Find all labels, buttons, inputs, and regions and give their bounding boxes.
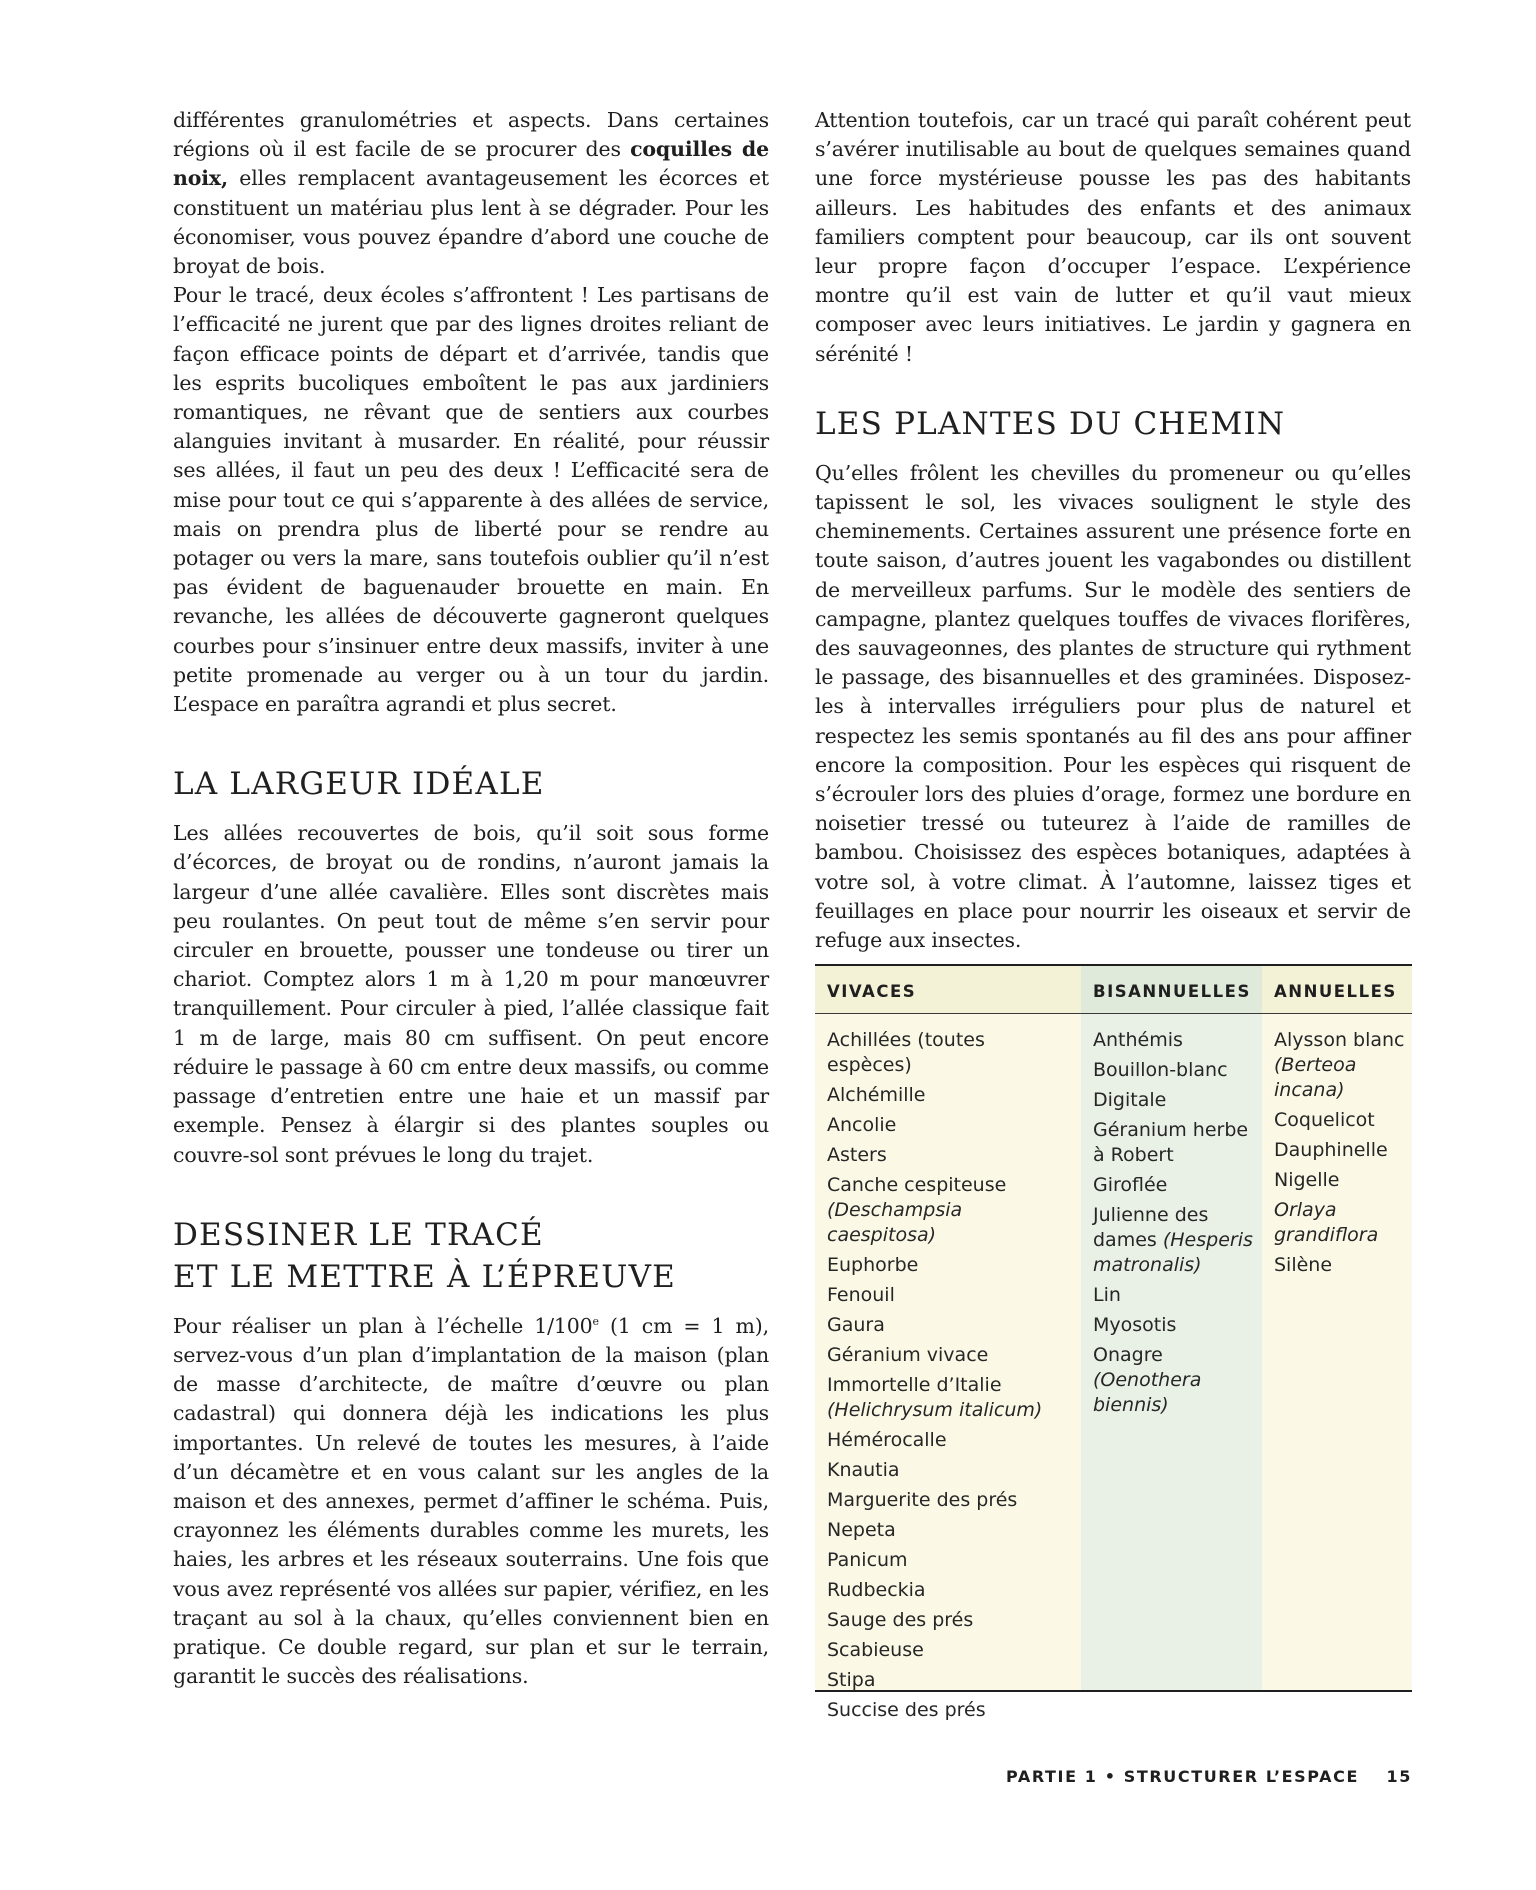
- table-entry: [827, 1698, 1075, 1723]
- table-entry: [1093, 1118, 1256, 1168]
- table-entry: [827, 1313, 1075, 1338]
- plant-name: Canche cespiteuse: [827, 1174, 1007, 1196]
- list-vivaces: [815, 1014, 1081, 1723]
- table-entry: [1093, 1203, 1256, 1278]
- plant-name: Giroflée: [1093, 1174, 1168, 1196]
- table-column-annuelles: [1262, 966, 1412, 1690]
- table-entry: [1093, 1313, 1256, 1338]
- page-number: 15: [1386, 1767, 1412, 1786]
- plant-name: Gaura: [827, 1314, 885, 1336]
- page-footer: [1006, 1767, 1412, 1786]
- plant-name: Myosotis: [1093, 1314, 1177, 1336]
- table-entry: [827, 1028, 1075, 1078]
- plant-name: Nepeta: [827, 1519, 896, 1541]
- list-bisannuelles: [1081, 1014, 1262, 1418]
- paragraph-attention: Attention toutefois, car un tracé qui paraît cohérent peut s’avérer inutilisable au bout de quelques semaines quand une force mystérieuse pousse les pas des habitants ailleurs. Les habitudes des enfants et des animaux familiers comptent pour beaucoup, car ils ont souvent leur propre façon d’occuper l’espace. L’expérience montre qu’il est vain de lutter et qu’il vaut mieux composer avec leurs initiatives. Le jardin y gagnera en sérénité !: [815, 108, 1411, 366]
- table-entry: [1093, 1028, 1256, 1053]
- plant-name: Dauphinelle: [1274, 1139, 1388, 1161]
- table-entry: [827, 1373, 1075, 1423]
- heading-plantes-du-chemin: LES PLANTES DU CHEMIN: [815, 405, 1286, 442]
- plant-name: Géranium herbe à Robert: [1093, 1119, 1249, 1166]
- paragraph-text: Pour réaliser un plan à l’échelle 1/100: [173, 1313, 593, 1338]
- plant-name: Knautia: [827, 1459, 900, 1481]
- plant-latin-name: (Deschampsia caespitosa): [827, 1199, 963, 1246]
- right-column: [815, 106, 1411, 955]
- plant-latin-name: Orlaya grandiflora: [1274, 1199, 1379, 1246]
- heading-largeur-ideale: LA LARGEUR IDÉALE: [173, 766, 545, 803]
- heading-line-2: ET LE METTRE À L’ÉPREUVE: [173, 1258, 677, 1295]
- plant-name: Rudbeckia: [827, 1579, 926, 1601]
- plant-name: Julienne des dames: [1093, 1204, 1209, 1251]
- plant-name: Digitale: [1093, 1089, 1167, 1111]
- plant-name: Onagre: [1093, 1344, 1163, 1366]
- paragraph-text: différentes granulométries et aspects. Dans certaines régions où il est facile de se procurer des: [173, 108, 769, 162]
- table-entry: [1093, 1058, 1256, 1083]
- plant-name: Lin: [1093, 1284, 1121, 1306]
- paragraph-text: (1 cm = 1 m), servez-vous d’un plan d’implantation de la maison (plan de masse d’architecte, de maître d’œuvre ou plan cadastral) qui donnera déjà les indications les plus importantes. Un relevé de toutes les mesures, à l’aide d’un décamètre et en vous calant sur les angles de la maison et des annexes, permet d’affiner le schéma. Puis, crayonnez les éléments durables comme les murets, les haies, les arbres et les réseaux souterrains. Une fois que vous avez représenté vos allées sur papier, vérifiez, en les traçant au sol à la chaux, qu’elles conviennent bien en pratique. Ce double regard, sur plan et sur le terrain, garantit le succès des réalisations.: [173, 1313, 769, 1689]
- plant-latin-name: (Oenothera biennis): [1093, 1369, 1202, 1416]
- table-entry: [827, 1668, 1075, 1693]
- table-column-bisannuelles: [1081, 966, 1262, 1690]
- list-annuelles: [1262, 1014, 1412, 1278]
- plant-name: Immortelle d’Italie: [827, 1374, 1002, 1396]
- table-entry: [827, 1428, 1075, 1453]
- footer-section-title: PARTIE 1 • STRUCTURER L’ESPACE: [1006, 1767, 1360, 1786]
- table-entry: [1274, 1168, 1406, 1193]
- plants-table: [815, 964, 1412, 1721]
- table-column-vivaces: [815, 966, 1081, 1721]
- plant-name: Fenouil: [827, 1284, 895, 1306]
- plant-name: Silène: [1274, 1254, 1333, 1276]
- plant-name: Ancolie: [827, 1114, 897, 1136]
- table-header-annuelles: ANNUELLES: [1262, 966, 1412, 1014]
- table-entry: [1274, 1253, 1406, 1278]
- plant-name: Nigelle: [1274, 1169, 1340, 1191]
- plant-name: Alysson blanc: [1274, 1029, 1405, 1051]
- plant-name: Anthémis: [1093, 1029, 1183, 1051]
- plant-latin-name: (Berteoa incana): [1274, 1054, 1357, 1101]
- table-entry: [1274, 1198, 1406, 1248]
- table-entry: [827, 1343, 1075, 1368]
- left-column: [173, 106, 769, 1691]
- plant-name: Succise des prés: [827, 1699, 986, 1721]
- paragraph-text: elles remplacent avantageusement les écorces et constituent un matériau plus lent à se dégrader. Pour les économiser, vous pouvez épandre d’abord une couche de broyat de bois.: [173, 166, 769, 279]
- table-entry: [1093, 1173, 1256, 1198]
- table-entry: [1274, 1108, 1406, 1133]
- paragraph-largeur: Les allées recouvertes de bois, qu’il soit sous forme d’écorces, de broyat ou de rondins, n’auront jamais la largeur d’une allée cavalière. Elles sont discrètes mais peu roulantes. On peut tout de même s’en servir pour circuler en brouette, pousser une tondeuse ou tirer un chariot. Comptez alors 1 m à 1,20 m pour manœuvrer tranquillement. Pour circuler à pied, l’allée classique fait 1 m de large, mais 80 cm suffisent. On peut encore réduire le passage à 60 cm entre deux massifs, ou comme passage d’entretien entre une haie et un massif par exemple. Pensez à élargir si des plantes souples ou couvre-sol sont prévues le long du trajet.: [173, 821, 769, 1167]
- paragraph-granulometries: [173, 106, 769, 281]
- paragraph-trace: Pour le tracé, deux écoles s’affrontent ! Les partisans de l’efficacité ne jurent que par des lignes droites reliant de façon efficace points de départ et d’arrivée, tandis que les esprits bucoliques emboîtent le pas aux jardiniers romantiques, ne rêvant que de sentiers aux courbes alanguies invitant à musarder. En réalité, pour réussir ses allées, il faut un peu des deux ! L’efficacité sera de mise pour tout ce qui s’apparente à des allées de service, mais on prendra plus de liberté pour se rendre au potager ou vers la mare, sans toutefois oublier qu’il n’est pas évident de baguenauder brouette en main. En revanche, les allées de découverte gagneront quelques courbes pour s’insinuer entre deux massifs, inviter à une petite promenade au verger ou à un tour du jardin. L’espace en paraîtra agrandi et plus secret.: [173, 283, 769, 717]
- plant-name: Coquelicot: [1274, 1109, 1375, 1131]
- plant-name: Achillées (toutes espèces): [827, 1029, 985, 1076]
- plant-name: Alchémille: [827, 1084, 926, 1106]
- bold-term-coquilles: coquilles de noix,: [173, 137, 769, 191]
- table-entry: [827, 1113, 1075, 1138]
- table-entry: [1093, 1283, 1256, 1308]
- plant-name: Géranium vivace: [827, 1344, 989, 1366]
- plant-name: Panicum: [827, 1549, 908, 1571]
- table-header-vivaces: VIVACES: [815, 966, 1081, 1014]
- superscript: e: [592, 1314, 599, 1328]
- table-entry: [827, 1458, 1075, 1483]
- plant-name: Stipa: [827, 1669, 876, 1691]
- plant-latin-name: (Helichrysum italicum): [827, 1399, 1043, 1421]
- table-entry: [827, 1173, 1075, 1248]
- paragraph-plantes: Qu’elles frôlent les chevilles du promeneur ou qu’elles tapissent le sol, les vivaces soulignent le style des cheminements. Certaines assurent une présence forte en toute saison, d’autres jouent les vagabondes ou distillent de merveilleux parfums. Sur le modèle des sentiers de campagne, plantez quelques touffes de vivaces florifères, des sauvageonnes, des plantes de structure qui rythment le passage, des bisannuelles et des graminées. Disposez-les à intervalles irréguliers pour plus de naturel et respectez les semis spontanés au fil des ans pour affiner encore la composition. Pour les espèces qui risquent de s’écrouler lors des pluies d’orage, formez une bordure en noisetier tressé ou tuteurez à l’aide de ramilles de bambou. Choisissez des espèces botaniques, adaptées à votre sol, à votre climat. À l’automne, laissez tiges et feuillages en place pour nourrir les oiseaux et servir de refuge aux insectes.: [815, 460, 1411, 953]
- table-header-bisannuelles: BISANNUELLES: [1081, 966, 1262, 1014]
- table-entry: [1274, 1028, 1406, 1103]
- paragraph-plan: [173, 1312, 769, 1692]
- plant-name: Euphorbe: [827, 1254, 919, 1276]
- table-entry: [827, 1253, 1075, 1278]
- table-entry: [827, 1548, 1075, 1573]
- plant-name: Asters: [827, 1144, 887, 1166]
- plant-name: Sauge des prés: [827, 1609, 974, 1631]
- plant-name: Hémérocalle: [827, 1429, 947, 1451]
- heading-line-1: DESSINER LE TRACÉ: [173, 1216, 544, 1253]
- table-entry: [827, 1488, 1075, 1513]
- table-entry: [827, 1578, 1075, 1603]
- table-entry: [1093, 1343, 1256, 1418]
- table-entry: [827, 1083, 1075, 1108]
- plant-name: Scabieuse: [827, 1639, 924, 1661]
- plant-latin-name: (Hesperis matronalis): [1093, 1229, 1253, 1276]
- plant-name: Bouillon-blanc: [1093, 1059, 1228, 1081]
- table-entry: [827, 1608, 1075, 1633]
- heading-dessiner-le-trace: [173, 1214, 769, 1298]
- table-entry: [1093, 1088, 1256, 1113]
- table-entry: [827, 1518, 1075, 1543]
- table-entry: [827, 1283, 1075, 1308]
- table-entry: [1274, 1138, 1406, 1163]
- table-entry: [827, 1638, 1075, 1663]
- table-entry: [827, 1143, 1075, 1168]
- plant-name: Marguerite des prés: [827, 1489, 1018, 1511]
